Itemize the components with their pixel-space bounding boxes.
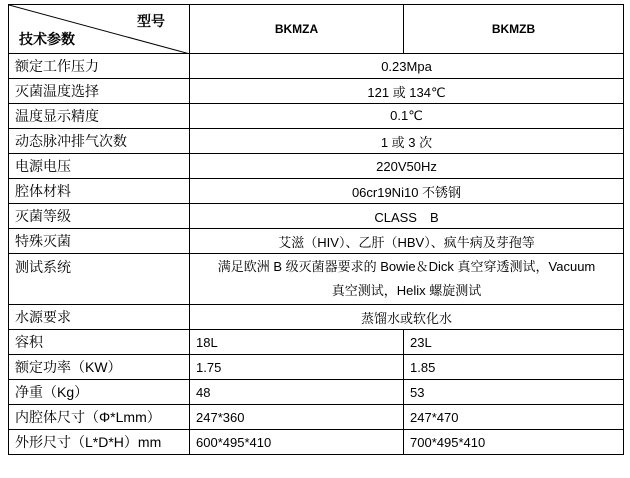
row-label: 水源要求 <box>9 305 190 330</box>
model-b-header: BKMZB <box>404 5 624 54</box>
model-b-value: 1.85 <box>404 355 624 380</box>
row-value <box>190 254 624 305</box>
table-row <box>9 129 624 154</box>
table-row <box>9 380 624 405</box>
row-label: 额定工作压力 <box>9 54 190 79</box>
row-label: 动态脉冲排气次数 <box>9 129 190 154</box>
table-row <box>9 430 624 455</box>
row-label: 测试系统 <box>9 254 190 305</box>
row-label: 净重（Kg） <box>9 380 190 405</box>
table-row <box>9 330 624 355</box>
row-label: 内腔体尺寸（Φ*Lmm） <box>9 405 190 430</box>
header-row <box>9 5 624 54</box>
row-label: 腔体材料 <box>9 179 190 204</box>
row-label: 电源电压 <box>9 154 190 179</box>
row-label: 容积 <box>9 330 190 355</box>
table-row <box>9 305 624 330</box>
table-row <box>9 355 624 380</box>
row-value: 0.1℃ <box>190 104 624 129</box>
test-system-line-2: 真空测试，Helix 螺旋测试 <box>331 283 482 298</box>
spec-sheet <box>8 4 623 474</box>
table-row <box>9 104 624 129</box>
row-label: 灭菌等级 <box>9 204 190 229</box>
model-b-value: 700*495*410 <box>404 430 624 455</box>
row-value: 06cr19Ni10 不锈钢 <box>190 179 624 204</box>
row-value: 1 或 3 次 <box>190 129 624 154</box>
model-b-value: 247*470 <box>404 405 624 430</box>
row-label: 温度显示精度 <box>9 104 190 129</box>
row-label: 特殊灭菌 <box>9 229 190 254</box>
table-row <box>9 204 624 229</box>
table-row <box>9 405 624 430</box>
test-system-line-1: 满足欧洲 B 级灭菌器要求的 Bowie＆Dick 真空穿透测试，Vacuum <box>217 259 596 274</box>
table-row <box>9 79 624 104</box>
model-a-value: 1.75 <box>190 355 404 380</box>
model-a-value: 600*495*410 <box>190 430 404 455</box>
row-value: 0.23Mpa <box>190 54 624 79</box>
model-a-header: BKMZA <box>190 5 404 54</box>
row-value: 蒸馏水或软化水 <box>190 305 624 330</box>
model-header-label: 型号 <box>137 13 165 29</box>
parameter-header-label: 技术参数 <box>19 31 75 47</box>
row-value: CLASS B <box>190 204 624 229</box>
row-value: 121 或 134℃ <box>190 79 624 104</box>
model-b-value: 23L <box>404 330 624 355</box>
model-a-value: 18L <box>190 330 404 355</box>
row-label: 灭菌温度选择 <box>9 79 190 104</box>
row-label: 额定功率（KW） <box>9 355 190 380</box>
row-label: 外形尺寸（L*D*H）mm <box>9 430 190 455</box>
table-row <box>9 229 624 254</box>
model-a-value: 247*360 <box>190 405 404 430</box>
table-row <box>9 179 624 204</box>
table-row <box>9 154 624 179</box>
row-value: 220V50Hz <box>190 154 624 179</box>
row-value: 艾滋（HIV）、乙肝（HBV）、疯牛病及芽孢等 <box>190 229 624 254</box>
model-b-value: 53 <box>404 380 624 405</box>
table-row <box>9 54 624 79</box>
model-a-value: 48 <box>190 380 404 405</box>
spec-table <box>8 4 624 455</box>
table-row <box>9 254 624 305</box>
corner-header-cell <box>9 5 190 54</box>
